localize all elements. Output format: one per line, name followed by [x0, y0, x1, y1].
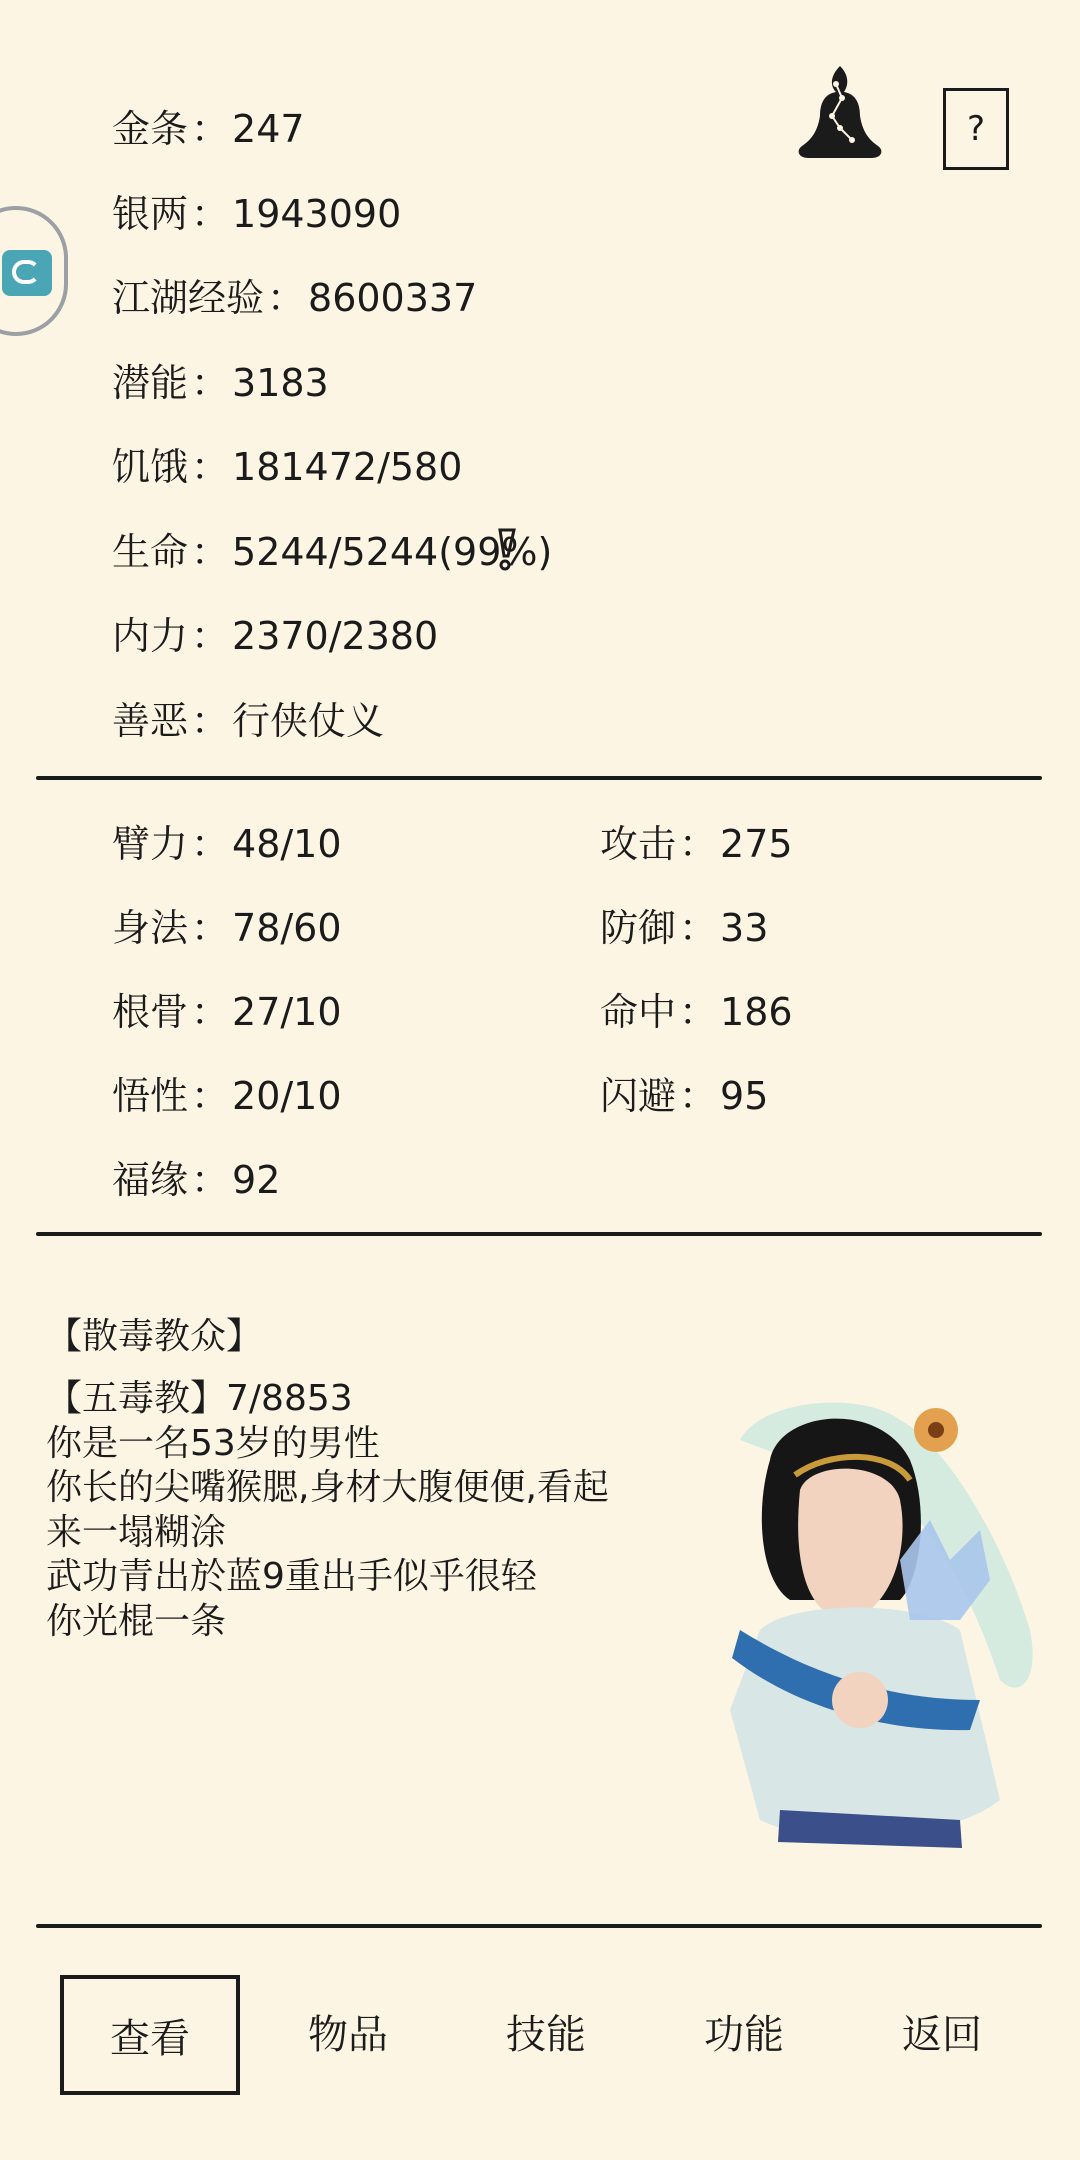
character-portrait	[700, 1380, 1050, 1860]
stat-label: 饥饿	[112, 445, 189, 489]
description-line: 你是一名53岁的男性	[46, 1422, 380, 1464]
stat-label: 金条	[112, 107, 189, 151]
description-line: 你光棍一条	[46, 1600, 227, 1642]
attribute-separator: ：	[679, 822, 718, 866]
tab-functions[interactable]: 功能	[704, 2012, 784, 2058]
stat-row	[112, 358, 329, 408]
stat-value: 8600337	[308, 276, 478, 320]
stat-value: 2370/2380	[232, 614, 439, 658]
meditation-icon[interactable]	[790, 58, 890, 178]
attribute-label: 臂力	[112, 822, 189, 866]
exclamation-icon[interactable]	[494, 526, 518, 572]
attribute-label: 身法	[112, 906, 189, 950]
stat-row	[112, 527, 552, 577]
attribute-separator: ：	[679, 906, 718, 950]
section-divider	[36, 1924, 1042, 1928]
attribute-value: 20/10	[232, 1074, 342, 1118]
attribute-label: 攻击	[600, 822, 677, 866]
stat-separator: ：	[267, 276, 306, 320]
stat-separator: ：	[191, 360, 230, 405]
attribute-value: 275	[720, 822, 793, 866]
tab-view[interactable]: 查看	[60, 1975, 240, 2095]
attribute-value: 95	[720, 1074, 769, 1118]
attribute-value: 92	[232, 1158, 281, 1202]
attribute-label: 福缘	[112, 1158, 189, 1202]
attribute-value: 48/10	[232, 822, 342, 866]
attribute-row	[112, 987, 342, 1037]
stat-separator: ：	[191, 529, 230, 574]
tab-items[interactable]: 物品	[308, 2012, 388, 2058]
stat-separator: ：	[191, 698, 230, 743]
attribute-separator: ：	[191, 1074, 230, 1118]
stat-row	[112, 611, 438, 661]
attribute-row	[112, 1155, 280, 1205]
attribute-row	[112, 903, 342, 953]
stat-value: 行侠仗义	[232, 698, 385, 743]
attribute-separator: ：	[191, 1158, 230, 1202]
description-line: 【五毒教】7/8853	[46, 1378, 353, 1419]
sect-title: 【散毒教众】	[46, 1316, 263, 1357]
attribute-row	[600, 1071, 768, 1121]
stat-label: 善恶	[112, 698, 189, 743]
stat-value: 181472/580	[232, 445, 463, 489]
attribute-label: 防御	[600, 906, 677, 950]
tab-skills[interactable]: 技能	[506, 2012, 586, 2058]
chat-icon	[2, 250, 52, 296]
attribute-row	[600, 819, 793, 869]
stat-label: 潜能	[112, 360, 189, 405]
section-divider	[36, 1232, 1042, 1236]
help-button[interactable]: ?	[943, 88, 1009, 170]
attribute-separator: ：	[191, 822, 230, 866]
attribute-value: 33	[720, 906, 769, 950]
attribute-label: 根骨	[112, 990, 189, 1034]
attribute-value: 78/60	[232, 906, 342, 950]
stat-label: 江湖经验	[112, 276, 265, 320]
attribute-row	[600, 903, 768, 953]
stat-row	[112, 696, 384, 746]
tab-back[interactable]: 返回	[902, 2012, 982, 2058]
stat-value: 3183	[232, 360, 329, 405]
attribute-separator: ：	[679, 990, 718, 1034]
section-divider	[36, 776, 1042, 780]
stat-value: 247	[232, 107, 305, 151]
stat-row	[112, 442, 462, 492]
stat-label: 银两	[112, 191, 189, 236]
attribute-label: 命中	[600, 990, 677, 1034]
stat-separator: ：	[191, 614, 230, 658]
description-line: 你长的尖嘴猴腮,身材大腹便便,看起	[46, 1467, 609, 1508]
stat-label: 生命	[112, 529, 189, 574]
attribute-separator: ：	[191, 990, 230, 1034]
attribute-label: 闪避	[600, 1074, 677, 1118]
stat-value: 1943090	[232, 191, 402, 236]
attribute-separator: ：	[679, 1074, 718, 1118]
stat-row	[112, 104, 305, 154]
attribute-row	[112, 819, 342, 869]
stat-label: 内力	[112, 614, 189, 658]
attribute-value: 186	[720, 990, 793, 1034]
description-line: 武功青出於蓝9重出手似乎很轻	[46, 1556, 537, 1597]
attribute-row	[600, 987, 793, 1037]
floating-assist-button[interactable]	[0, 206, 68, 336]
attribute-value: 27/10	[232, 990, 342, 1034]
attribute-separator: ：	[191, 906, 230, 950]
stat-value: 5244/5244(99%)	[232, 529, 553, 574]
stat-separator: ：	[191, 445, 230, 489]
attribute-row	[112, 1071, 342, 1121]
stat-separator: ：	[191, 191, 230, 236]
stat-row	[112, 189, 401, 239]
stat-row	[112, 273, 477, 323]
attribute-label: 悟性	[112, 1074, 189, 1118]
stat-separator: ：	[191, 107, 230, 151]
description-line: 来一塌糊涂	[46, 1511, 227, 1553]
